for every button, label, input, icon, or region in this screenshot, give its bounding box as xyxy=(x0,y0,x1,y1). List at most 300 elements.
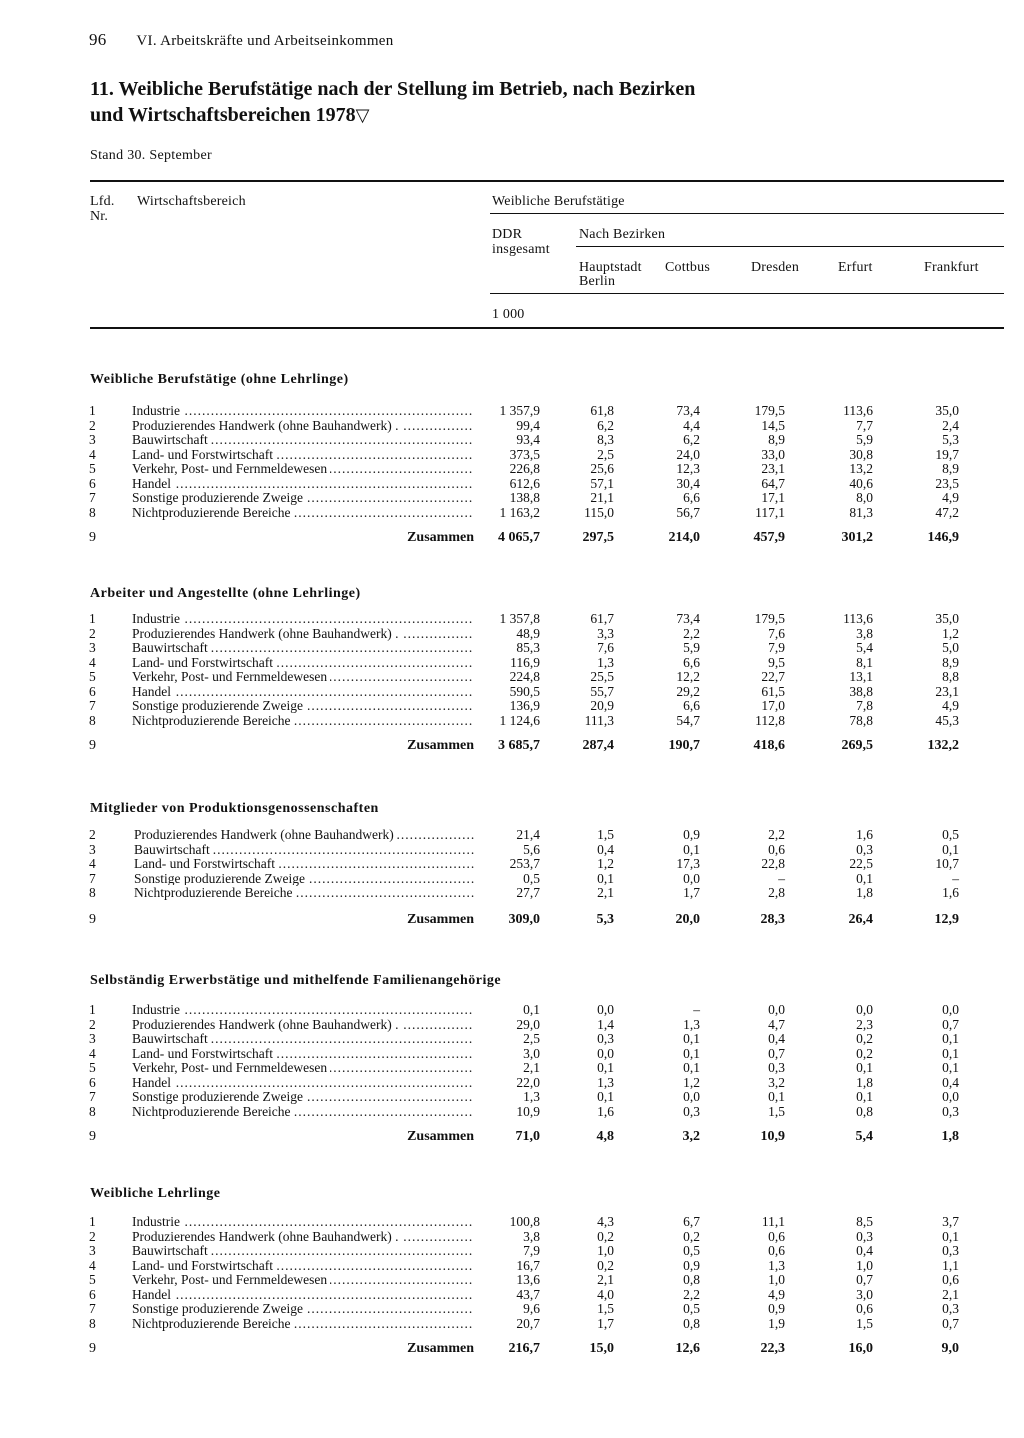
row-label-text: Bauwirtschaft xyxy=(134,842,213,857)
cell-cottbus: 6,7 xyxy=(683,1214,700,1229)
total-erfurt: 5,4 xyxy=(855,1129,873,1144)
cell-dresden: 0,6 xyxy=(768,1228,785,1244)
row-label xyxy=(132,669,474,684)
cell-dresden: 2,2 xyxy=(768,827,785,842)
row-number: 4 xyxy=(89,1045,96,1061)
cell-cottbus: 0,1 xyxy=(683,1031,700,1047)
row-number: 2 xyxy=(89,417,96,433)
cell-frankfurt: 0,7 xyxy=(942,1315,959,1331)
cell-erfurt: 0,3 xyxy=(856,1228,873,1244)
table-row xyxy=(0,856,1024,871)
row-label xyxy=(134,827,474,842)
row-label xyxy=(132,1287,474,1302)
row-label xyxy=(132,490,474,505)
row-number: 2 xyxy=(89,827,96,842)
cell-cottbus: 56,7 xyxy=(676,504,700,520)
cell-dresden: 0,3 xyxy=(768,1060,785,1076)
cell-cottbus: 12,2 xyxy=(676,669,700,685)
section-title: Arbeiter und Angestellte (ohne Lehrlinge) xyxy=(90,586,361,601)
cell-erfurt: 81,3 xyxy=(849,504,873,520)
cell-frankfurt: 0,3 xyxy=(942,1243,959,1259)
cell-cottbus: 29,2 xyxy=(676,683,700,699)
cell-berlin: 6,2 xyxy=(597,417,614,433)
cell-ddr: 226,8 xyxy=(509,461,540,477)
total-ddr: 216,7 xyxy=(508,1341,540,1356)
row-label xyxy=(132,1258,474,1273)
table-row xyxy=(0,490,1024,505)
cell-frankfurt: 4,9 xyxy=(942,698,959,714)
cell-dresden: 22,7 xyxy=(761,669,785,685)
total-label: Zusammen xyxy=(407,1129,474,1144)
cell-frankfurt: 45,3 xyxy=(935,712,959,728)
cell-cottbus: 17,3 xyxy=(676,856,700,872)
cell-frankfurt: 1,6 xyxy=(942,885,959,901)
row-number: 4 xyxy=(89,856,96,872)
row-number: 9 xyxy=(89,530,96,545)
cell-dresden: 179,5 xyxy=(754,611,785,626)
cell-ddr: 27,7 xyxy=(516,885,540,901)
total-erfurt: 26,4 xyxy=(848,912,873,927)
cell-ddr: 0,1 xyxy=(523,1002,540,1017)
total-frankfurt: 132,2 xyxy=(927,738,959,753)
cell-cottbus: 0,9 xyxy=(683,1257,700,1273)
cell-berlin: 2,1 xyxy=(597,885,614,901)
cell-cottbus: 30,4 xyxy=(676,475,700,491)
total-ddr: 309,0 xyxy=(508,912,540,927)
cell-erfurt: 113,6 xyxy=(843,403,873,418)
cell-cottbus: 2,2 xyxy=(683,625,700,641)
total-row xyxy=(0,530,1024,546)
row-number: 9 xyxy=(89,1341,96,1356)
table-row xyxy=(0,505,1024,520)
cell-berlin: 1,7 xyxy=(597,1315,614,1331)
cell-cottbus: 0,5 xyxy=(683,1301,700,1317)
cell-ddr: 136,9 xyxy=(509,698,540,714)
unit-label: 1 000 xyxy=(492,307,525,322)
cell-frankfurt: 1,1 xyxy=(942,1257,959,1273)
cell-ddr: 373,5 xyxy=(509,446,540,462)
col-erfurt: Erfurt xyxy=(838,260,873,275)
row-label-text: Nichtproduzierende Bereiche xyxy=(132,505,294,520)
row-label-text: Produzierendes Handwerk (ohne Bauhandwerk) . xyxy=(132,1229,402,1244)
cell-dresden: 17,1 xyxy=(761,490,785,506)
row-number: 9 xyxy=(89,738,96,753)
cell-erfurt: 1,5 xyxy=(856,1315,873,1331)
table-row xyxy=(0,1075,1024,1090)
row-label xyxy=(132,447,474,462)
row-number: 7 xyxy=(89,870,96,886)
table-row xyxy=(0,1060,1024,1075)
cell-dresden: 2,8 xyxy=(768,885,785,901)
cell-dresden: 8,9 xyxy=(768,432,785,448)
col-frankfurt: Frankfurt xyxy=(924,260,979,275)
row-number: 4 xyxy=(89,654,96,670)
row-number: 7 xyxy=(89,1301,96,1317)
table-row xyxy=(0,1301,1024,1316)
row-number: 1 xyxy=(89,403,96,418)
cell-frankfurt: 19,7 xyxy=(935,446,959,462)
cell-dresden: 23,1 xyxy=(761,461,785,477)
cell-dresden: 0,0 xyxy=(768,1002,785,1017)
cell-cottbus: 5,9 xyxy=(683,640,700,656)
total-frankfurt: 9,0 xyxy=(941,1341,959,1356)
cell-cottbus: 2,2 xyxy=(683,1286,700,1302)
row-label xyxy=(132,1272,474,1287)
cell-erfurt: 0,1 xyxy=(856,870,873,886)
cell-cottbus: – xyxy=(693,1002,700,1017)
row-label xyxy=(132,1316,474,1331)
total-cottbus: 12,6 xyxy=(675,1341,700,1356)
cell-berlin: 0,2 xyxy=(597,1257,614,1273)
cell-berlin: 7,6 xyxy=(597,640,614,656)
row-label xyxy=(132,1104,474,1119)
cell-erfurt: 0,1 xyxy=(856,1060,873,1076)
row-label-text: Industrie xyxy=(132,403,183,418)
row-label-text: Industrie xyxy=(132,1214,183,1229)
row-label-text: Verkehr, Post- und Fernmeldewesen xyxy=(132,461,330,476)
cell-erfurt: 0,6 xyxy=(856,1301,873,1317)
cell-ddr: 16,7 xyxy=(516,1257,540,1273)
cell-frankfurt: 0,0 xyxy=(942,1002,959,1017)
row-label-text: Industrie xyxy=(132,611,183,626)
cell-cottbus: 6,6 xyxy=(683,654,700,670)
cell-berlin: 0,0 xyxy=(597,1045,614,1061)
row-number: 1 xyxy=(89,611,96,626)
cell-cottbus: 24,0 xyxy=(676,446,700,462)
row-label-text: Industrie xyxy=(132,1002,183,1017)
row-label xyxy=(132,403,474,418)
row-label-text: Verkehr, Post- und Fernmeldewesen xyxy=(132,669,330,684)
header-rule-3 xyxy=(490,293,1004,294)
total-row xyxy=(0,912,1024,928)
cell-frankfurt: 0,7 xyxy=(942,1016,959,1032)
cell-cottbus: 6,2 xyxy=(683,432,700,448)
row-label xyxy=(132,655,474,670)
section-title: Mitglieder von Produktionsgenossenschaften xyxy=(90,801,379,816)
row-number: 5 xyxy=(89,461,96,477)
table-row xyxy=(0,403,1024,418)
row-number: 5 xyxy=(89,1060,96,1076)
table-title-line-2: und Wirtschaftsbereichen 1978▽ xyxy=(90,104,370,126)
cell-erfurt: 78,8 xyxy=(849,712,873,728)
cell-erfurt: 8,0 xyxy=(856,490,873,506)
cell-berlin: 2,1 xyxy=(597,1272,614,1288)
cell-frankfurt: 5,3 xyxy=(942,432,959,448)
row-number: 4 xyxy=(89,446,96,462)
cell-erfurt: 3,8 xyxy=(856,625,873,641)
cell-berlin: 1,5 xyxy=(597,1301,614,1317)
cell-ddr: 7,9 xyxy=(523,1243,540,1259)
cell-berlin: 0,1 xyxy=(597,1089,614,1105)
row-number: 1 xyxy=(89,1214,96,1229)
cell-erfurt: 0,3 xyxy=(856,841,873,857)
table-row xyxy=(0,1243,1024,1258)
cell-berlin: 0,1 xyxy=(597,1060,614,1076)
col-lfd: Lfd. xyxy=(90,194,115,209)
section-title: Selbständig Erwerbstätige und mithelfende Familienangehörige xyxy=(90,973,502,988)
row-label-text: Nichtproduzierende Bereiche xyxy=(132,713,294,728)
cell-dresden: 1,9 xyxy=(768,1315,785,1331)
row-label-text: Sonstige produzierende Zweige xyxy=(132,1089,306,1104)
row-number: 2 xyxy=(89,1016,96,1032)
total-ddr: 4 065,7 xyxy=(498,530,540,545)
cell-cottbus: 0,8 xyxy=(683,1315,700,1331)
header-rule-1 xyxy=(490,213,1004,214)
section-title: Weibliche Lehrlinge xyxy=(90,1186,221,1201)
row-number: 7 xyxy=(89,490,96,506)
cell-ddr: 3,0 xyxy=(523,1045,540,1061)
row-label xyxy=(132,432,474,447)
cell-frankfurt: 8,9 xyxy=(942,654,959,670)
row-number: 3 xyxy=(89,1031,96,1047)
total-erfurt: 16,0 xyxy=(848,1341,873,1356)
cell-cottbus: 0,1 xyxy=(683,1045,700,1061)
table-row xyxy=(0,1046,1024,1061)
table-row xyxy=(0,1316,1024,1331)
cell-dresden: 112,8 xyxy=(755,712,785,728)
table-row xyxy=(0,1104,1024,1119)
cell-berlin: 0,4 xyxy=(597,841,614,857)
cell-dresden: 9,5 xyxy=(768,654,785,670)
row-number: 2 xyxy=(89,1228,96,1244)
header-bottom-rule xyxy=(90,327,1004,329)
cell-frankfurt: 23,1 xyxy=(935,683,959,699)
total-cottbus: 214,0 xyxy=(668,530,700,545)
cell-berlin: 4,0 xyxy=(597,1286,614,1302)
row-number: 3 xyxy=(89,1243,96,1259)
cell-erfurt: 8,5 xyxy=(856,1214,873,1229)
total-ddr: 3 685,7 xyxy=(498,738,540,753)
total-frankfurt: 146,9 xyxy=(927,530,959,545)
table-row xyxy=(0,1017,1024,1032)
table-title-line-1: 11. Weibliche Berufstätige nach der Stellung im Betrieb, nach Bezirken xyxy=(90,78,696,100)
row-number: 3 xyxy=(89,841,96,857)
col-nr: Nr. xyxy=(90,209,109,224)
table-row xyxy=(0,1089,1024,1104)
cell-dresden: 0,7 xyxy=(768,1045,785,1061)
cell-berlin: 0,2 xyxy=(597,1228,614,1244)
row-label xyxy=(132,1060,474,1075)
cell-berlin: 61,8 xyxy=(590,403,614,418)
col-wirtschaftsbereich: Wirtschaftsbereich xyxy=(137,194,246,209)
cell-frankfurt: 4,9 xyxy=(942,490,959,506)
row-label-text: Bauwirtschaft xyxy=(132,1031,211,1046)
total-dresden: 22,3 xyxy=(760,1341,785,1356)
cell-erfurt: 0,0 xyxy=(856,1002,873,1017)
row-number: 8 xyxy=(89,1315,96,1331)
total-label: Zusammen xyxy=(407,1341,474,1356)
row-number: 5 xyxy=(89,669,96,685)
cell-berlin: 55,7 xyxy=(590,683,614,699)
table-row xyxy=(0,1002,1024,1017)
cell-dresden: 117,1 xyxy=(755,504,785,520)
col-weibliche-berufstaetige: Weibliche Berufstätige xyxy=(492,194,625,209)
table-row xyxy=(0,698,1024,713)
cell-frankfurt: 0,5 xyxy=(942,827,959,842)
cell-cottbus: 1,7 xyxy=(683,885,700,901)
cell-erfurt: 0,1 xyxy=(856,1089,873,1105)
cell-frankfurt: 0,1 xyxy=(942,1045,959,1061)
total-berlin: 297,5 xyxy=(582,530,614,545)
total-frankfurt: 12,9 xyxy=(934,912,959,927)
row-label-text: Land- und Forstwirtschaft xyxy=(134,856,278,871)
cell-cottbus: 0,0 xyxy=(683,870,700,886)
row-label xyxy=(132,611,474,626)
row-number: 8 xyxy=(89,712,96,728)
row-number: 6 xyxy=(89,683,96,699)
total-label: Zusammen xyxy=(407,530,474,545)
col-ddr-insgesamt: insgesamt xyxy=(492,242,550,257)
running-header xyxy=(89,30,394,50)
cell-frankfurt: 23,5 xyxy=(935,475,959,491)
cell-ddr: 2,5 xyxy=(523,1031,540,1047)
cell-ddr: 1 124,6 xyxy=(499,712,540,728)
cell-frankfurt: 0,1 xyxy=(942,1060,959,1076)
cell-erfurt: 1,0 xyxy=(856,1257,873,1273)
cell-erfurt: 30,8 xyxy=(849,446,873,462)
total-cottbus: 20,0 xyxy=(675,912,700,927)
cell-berlin: 61,7 xyxy=(590,611,614,626)
cell-dresden: 0,9 xyxy=(768,1301,785,1317)
cell-ddr: 29,0 xyxy=(516,1016,540,1032)
cell-cottbus: 73,4 xyxy=(676,403,700,418)
row-label-text: Handel xyxy=(132,684,174,699)
cell-berlin: 21,1 xyxy=(590,490,614,506)
total-cottbus: 3,2 xyxy=(682,1129,700,1144)
cell-ddr: 93,4 xyxy=(516,432,540,448)
cell-berlin: 25,6 xyxy=(590,461,614,477)
row-label xyxy=(132,1075,474,1090)
cell-dresden: 0,1 xyxy=(768,1089,785,1105)
cell-berlin: 0,1 xyxy=(597,870,614,886)
cell-cottbus: 0,8 xyxy=(683,1272,700,1288)
row-label-text: Nichtproduzierende Bereiche xyxy=(132,1316,294,1331)
row-label xyxy=(132,505,474,520)
cell-erfurt: 1,8 xyxy=(856,885,873,901)
row-label xyxy=(132,1229,474,1244)
cell-erfurt: 113,6 xyxy=(843,611,873,626)
cell-ddr: 22,0 xyxy=(516,1074,540,1090)
cell-cottbus: 0,9 xyxy=(683,827,700,842)
cell-dresden: 17,0 xyxy=(761,698,785,714)
cell-erfurt: 0,4 xyxy=(856,1243,873,1259)
row-number: 6 xyxy=(89,475,96,491)
cell-cottbus: 4,4 xyxy=(683,417,700,433)
cell-berlin: 0,3 xyxy=(597,1031,614,1047)
cell-frankfurt: 0,3 xyxy=(942,1103,959,1119)
table-row xyxy=(0,827,1024,842)
cell-berlin: 57,1 xyxy=(590,475,614,491)
row-label xyxy=(132,1002,474,1017)
row-label-text: Verkehr, Post- und Fernmeldewesen xyxy=(132,1272,330,1287)
cell-erfurt: 0,2 xyxy=(856,1045,873,1061)
row-label xyxy=(134,871,474,886)
col-nach-bezirken: Nach Bezirken xyxy=(579,227,666,242)
table-row xyxy=(0,461,1024,476)
table-row xyxy=(0,640,1024,655)
cell-cottbus: 12,3 xyxy=(676,461,700,477)
cell-dresden: 14,5 xyxy=(761,417,785,433)
row-label xyxy=(132,418,474,433)
cell-cottbus: 73,4 xyxy=(676,611,700,626)
total-dresden: 457,9 xyxy=(753,530,785,545)
table-row xyxy=(0,1031,1024,1046)
cell-ddr: 3,8 xyxy=(523,1228,540,1244)
row-number: 7 xyxy=(89,698,96,714)
cell-dresden: 0,4 xyxy=(768,1031,785,1047)
total-label: Zusammen xyxy=(407,912,474,927)
cell-frankfurt: 0,3 xyxy=(942,1301,959,1317)
col-cottbus: Cottbus xyxy=(665,260,710,275)
row-label xyxy=(132,461,474,476)
row-number: 2 xyxy=(89,625,96,641)
total-berlin: 15,0 xyxy=(589,1341,614,1356)
table-row xyxy=(0,447,1024,462)
total-berlin: 287,4 xyxy=(582,738,614,753)
row-number: 3 xyxy=(89,432,96,448)
cell-ddr: 2,1 xyxy=(523,1060,540,1076)
col-berlin-2: Berlin xyxy=(579,274,616,289)
header-rule-2 xyxy=(576,246,1004,247)
cell-ddr: 100,8 xyxy=(509,1214,540,1229)
cell-ddr: 43,7 xyxy=(516,1286,540,1302)
cell-erfurt: 1,8 xyxy=(856,1074,873,1090)
total-erfurt: 301,2 xyxy=(841,530,873,545)
table-row xyxy=(0,885,1024,900)
row-label xyxy=(132,476,474,491)
reference-date: Stand 30. September xyxy=(90,148,212,163)
total-berlin: 5,3 xyxy=(596,912,614,927)
cell-erfurt: 0,8 xyxy=(856,1103,873,1119)
cell-berlin: 3,3 xyxy=(597,625,614,641)
page-number: 96 xyxy=(89,30,107,49)
cell-frankfurt: 1,2 xyxy=(942,625,959,641)
cell-erfurt: 13,2 xyxy=(849,461,873,477)
cell-dresden: 0,6 xyxy=(768,841,785,857)
total-label: Zusammen xyxy=(407,738,474,753)
cell-ddr: 21,4 xyxy=(516,827,540,842)
cell-frankfurt: 0,6 xyxy=(942,1272,959,1288)
row-label-text: Bauwirtschaft xyxy=(132,432,211,447)
row-label-text: Handel xyxy=(132,476,174,491)
cell-frankfurt: 2,1 xyxy=(942,1286,959,1302)
row-number: 9 xyxy=(89,1129,96,1144)
cell-ddr: 1,3 xyxy=(523,1089,540,1105)
cell-berlin: 1,5 xyxy=(597,827,614,842)
total-ddr: 71,0 xyxy=(515,1129,540,1144)
cell-frankfurt: 47,2 xyxy=(935,504,959,520)
row-label-text: Sonstige produzierende Zweige xyxy=(132,698,306,713)
row-label-text: Nichtproduzierende Bereiche xyxy=(132,1104,294,1119)
cell-ddr: 5,6 xyxy=(523,841,540,857)
cell-cottbus: 0,0 xyxy=(683,1089,700,1105)
col-dresden: Dresden xyxy=(751,260,800,275)
total-dresden: 10,9 xyxy=(760,1129,785,1144)
cell-dresden: 4,9 xyxy=(768,1286,785,1302)
cell-ddr: 224,8 xyxy=(509,669,540,685)
cell-frankfurt: 10,7 xyxy=(935,856,959,872)
cell-dresden: 1,3 xyxy=(768,1257,785,1273)
row-label-text: Land- und Forstwirtschaft xyxy=(132,655,276,670)
cell-cottbus: 0,3 xyxy=(683,1103,700,1119)
cell-frankfurt: 3,7 xyxy=(942,1214,959,1229)
cell-ddr: 10,9 xyxy=(516,1103,540,1119)
cell-erfurt: 8,1 xyxy=(856,654,873,670)
table-row xyxy=(0,1272,1024,1287)
cell-erfurt: 3,0 xyxy=(856,1286,873,1302)
row-label-text: Sonstige produzierende Zweige xyxy=(132,490,306,505)
table-row xyxy=(0,1229,1024,1244)
